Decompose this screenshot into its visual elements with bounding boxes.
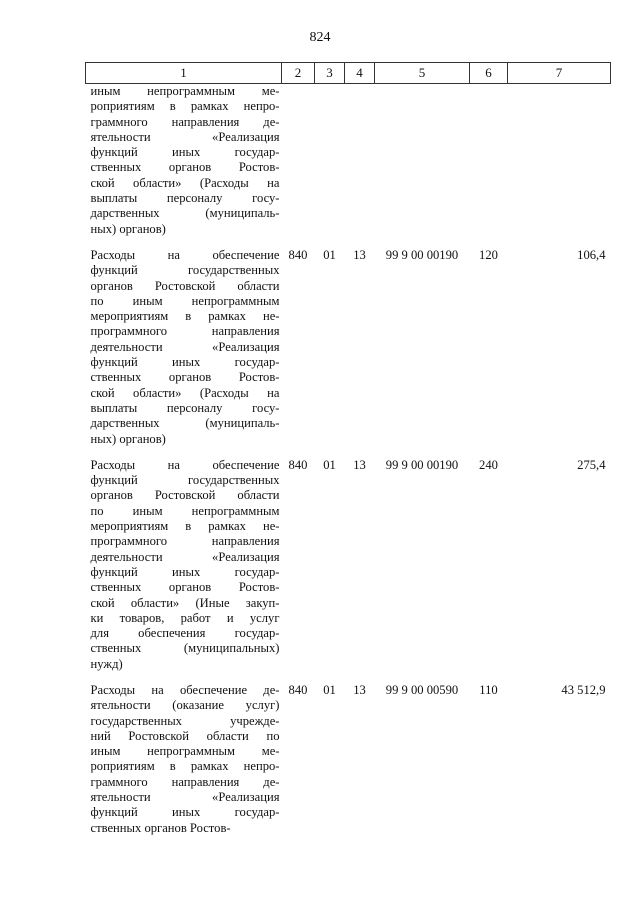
description-line: ных) органов) — [90, 221, 166, 236]
description-line: деятельности «Реализация — [90, 549, 280, 564]
description-line: граммного направления де- — [90, 114, 280, 129]
description-line: Расходы на обеспечение де- — [90, 682, 280, 697]
description-line: выплаты персоналу госу- — [90, 400, 280, 415]
expense-type-code: 120 — [479, 247, 498, 262]
description-line: функций государственных — [90, 473, 280, 488]
description-line: ственных органов Ростов- — [90, 370, 280, 385]
amount-value: 43 512,9 — [561, 682, 606, 697]
subsection-code: 13 — [353, 457, 366, 472]
description-line: для обеспечения государ- — [90, 626, 280, 641]
section-code — [315, 84, 345, 245]
description-line: мероприятиям в рамках не- — [90, 519, 280, 534]
section-code: 01 — [323, 457, 336, 472]
description-line: ской области» (Иные закуп- — [90, 595, 280, 610]
description-line: ственных (муниципальных) — [90, 641, 280, 656]
description-line: роприятиям в рамках непро- — [90, 99, 280, 114]
description-line: ской области» (Расходы на — [90, 175, 280, 190]
target-article-code: 99 9 00 00590 — [385, 682, 459, 697]
description-line: деятельности «Реализация — [90, 339, 280, 354]
row-description — [86, 245, 282, 455]
description-line: ятельности «Реализация — [90, 790, 280, 805]
column-header-2: 2 — [282, 63, 315, 84]
description-line: функций иных государ- — [90, 355, 280, 370]
description-line: программного направления — [90, 324, 280, 339]
table-body — [86, 84, 611, 844]
amount-value — [508, 84, 611, 245]
description-line: органов Ростовской области — [90, 278, 280, 293]
table-row — [86, 680, 611, 844]
description-line: роприятиям в рамках непро- — [90, 759, 280, 774]
table-row — [86, 455, 611, 680]
description-line: ний Ростовской области по — [90, 728, 280, 743]
column-header-5: 5 — [375, 63, 470, 84]
description-line: иным непрограммным ме- — [90, 84, 280, 98]
description-line: дарственных (муниципаль- — [90, 416, 280, 431]
row-description — [86, 455, 282, 680]
description-line: функций государственных — [90, 263, 280, 278]
column-header-4: 4 — [345, 63, 375, 84]
column-header-7: 7 — [508, 63, 611, 84]
table-row — [86, 84, 611, 245]
description-line: функций иных государ- — [90, 145, 280, 160]
description-line: ской области» (Расходы на — [90, 385, 280, 400]
description-line: по иным непрограммным — [90, 293, 280, 308]
row-description — [86, 84, 282, 245]
description-line: ственных органов Ростов- — [90, 160, 280, 175]
expense-type-code: 110 — [479, 682, 498, 697]
description-line: выплаты персоналу госу- — [90, 191, 280, 206]
target-article-code: 99 9 00 00190 — [385, 247, 459, 262]
column-header-6: 6 — [470, 63, 508, 84]
table-row — [86, 245, 611, 455]
expense-type-code — [470, 84, 508, 245]
header-row — [86, 63, 611, 84]
amount-value: 106,4 — [577, 247, 606, 262]
description-line: функций иных государ- — [90, 805, 280, 820]
budget-table — [85, 62, 611, 844]
description-line: ятельности «Реализация — [90, 129, 280, 144]
description-line: ки товаров, работ и услуг — [90, 610, 280, 625]
description-line: граммного направления де- — [90, 774, 280, 789]
description-line: ственных органов Ростов- — [90, 580, 280, 595]
description-line: ственных органов Ростов- — [90, 820, 231, 835]
column-header-1: 1 — [86, 63, 282, 84]
target-article-code — [375, 84, 470, 245]
description-line: дарственных (муниципаль- — [90, 206, 280, 221]
description-line: функций иных государ- — [90, 564, 280, 579]
column-header-3: 3 — [315, 63, 345, 84]
description-line: Расходы на обеспечение — [90, 247, 280, 262]
description-line: государственных учрежде- — [90, 713, 280, 728]
description-line: ных) органов) — [90, 431, 166, 446]
description-line: органов Ростовской области — [90, 488, 280, 503]
description-line: программного направления — [90, 534, 280, 549]
section-code: 01 — [323, 247, 336, 262]
description-line: по иным непрограммным — [90, 503, 280, 518]
page-number: 824 — [309, 30, 331, 45]
description-line: мероприятиям в рамках не- — [90, 309, 280, 324]
subsection-code — [345, 84, 375, 245]
ministry-code: 840 — [288, 457, 308, 472]
description-line: иным непрограммным ме- — [90, 744, 280, 759]
expense-type-code: 240 — [479, 457, 498, 472]
description-line: нужд) — [90, 656, 123, 671]
target-article-code: 99 9 00 00190 — [385, 457, 459, 472]
description-line: ятельности (оказание услуг) — [90, 698, 280, 713]
description-line: Расходы на обеспечение — [90, 457, 280, 472]
row-description — [86, 680, 282, 844]
subsection-code: 13 — [353, 682, 366, 697]
section-code: 01 — [323, 682, 336, 697]
ministry-code: 840 — [288, 247, 308, 262]
amount-value: 275,4 — [577, 457, 606, 472]
subsection-code: 13 — [353, 247, 366, 262]
ministry-code — [282, 84, 315, 245]
ministry-code: 840 — [288, 682, 308, 697]
